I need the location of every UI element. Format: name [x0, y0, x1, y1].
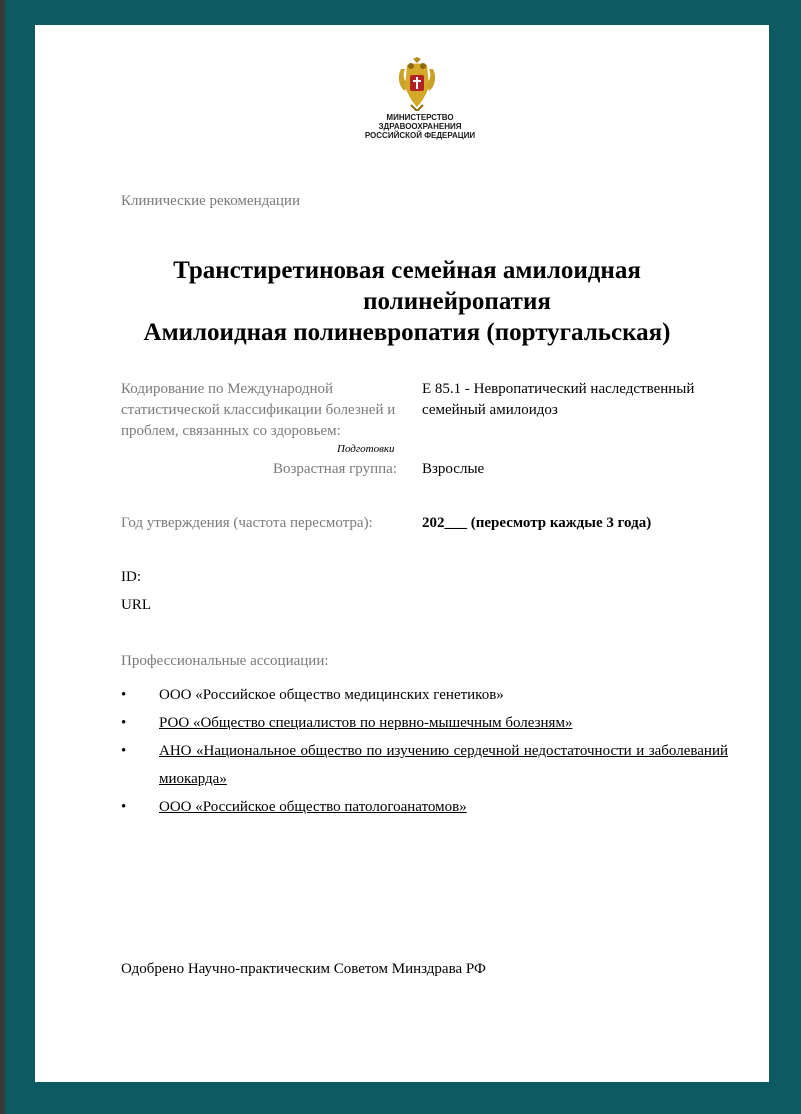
- list-item: [121, 681, 728, 709]
- bullet-icon: •: [121, 743, 127, 759]
- document-page: [35, 25, 769, 1082]
- id-label: ID:: [121, 569, 141, 585]
- ministry-line: РОССИЙСКОЙ ФЕДЕРАЦИИ: [364, 131, 476, 140]
- title-line-2: полинейропатия: [363, 288, 551, 315]
- list-item[interactable]: [121, 737, 728, 793]
- associations-list: [121, 681, 728, 821]
- document-type: Клинические рекомендации: [121, 193, 300, 209]
- url-label: URL: [121, 597, 151, 613]
- approved-by: Одобрено Научно-практическим Советом Минздрава РФ: [121, 961, 486, 977]
- coding-value: Е 85.1 - Невропатический наследственный семейный амилоидоз: [422, 381, 695, 418]
- title-line-1: Транстиретиновая семейная амилоидная: [173, 257, 641, 284]
- association-link[interactable]: АНО «Национальное общество по изучению сердечной недостаточности и заболеваний миокарда»: [159, 743, 728, 787]
- bullet-icon: •: [121, 715, 127, 731]
- ministry-line: МИНИСТЕРСТВО: [386, 113, 454, 122]
- approval-year-label: Год утверждения (частота пересмотра):: [121, 515, 373, 531]
- ministry-line: ЗДРАВООХРАНЕНИЯ: [378, 122, 462, 131]
- coding-label: Кодирование по Международной статистической классификации болезней и проблем, связанных со здоровьем:: [121, 381, 396, 439]
- associations-label: Профессиональные ассоциации:: [121, 653, 329, 669]
- bullet-icon: •: [121, 687, 127, 703]
- bullet-icon: •: [121, 799, 127, 815]
- association-link[interactable]: РОО «Общество специалистов по нервно-мышечным болезням»: [159, 715, 573, 731]
- list-item[interactable]: [121, 709, 728, 737]
- coat-of-arms-icon: [393, 57, 441, 111]
- title-line-3: Амилоидная полиневропатия (португальская): [143, 319, 671, 346]
- document-title: [105, 255, 709, 348]
- list-item[interactable]: [121, 793, 728, 821]
- association-name: ООО «Российское общество медицинских генетиков»: [159, 687, 504, 703]
- approval-year-value: 202___ (пересмотр каждые 3 года): [422, 515, 652, 531]
- age-group-label: Возрастная группа:: [273, 461, 397, 477]
- age-group-value: Взрослые: [422, 461, 485, 477]
- association-link[interactable]: ООО «Российское общество патологоанатомов»: [159, 799, 467, 815]
- small-note: Подготовки: [337, 443, 395, 455]
- ministry-logo-text: [325, 113, 515, 140]
- window-edge: [0, 0, 5, 1114]
